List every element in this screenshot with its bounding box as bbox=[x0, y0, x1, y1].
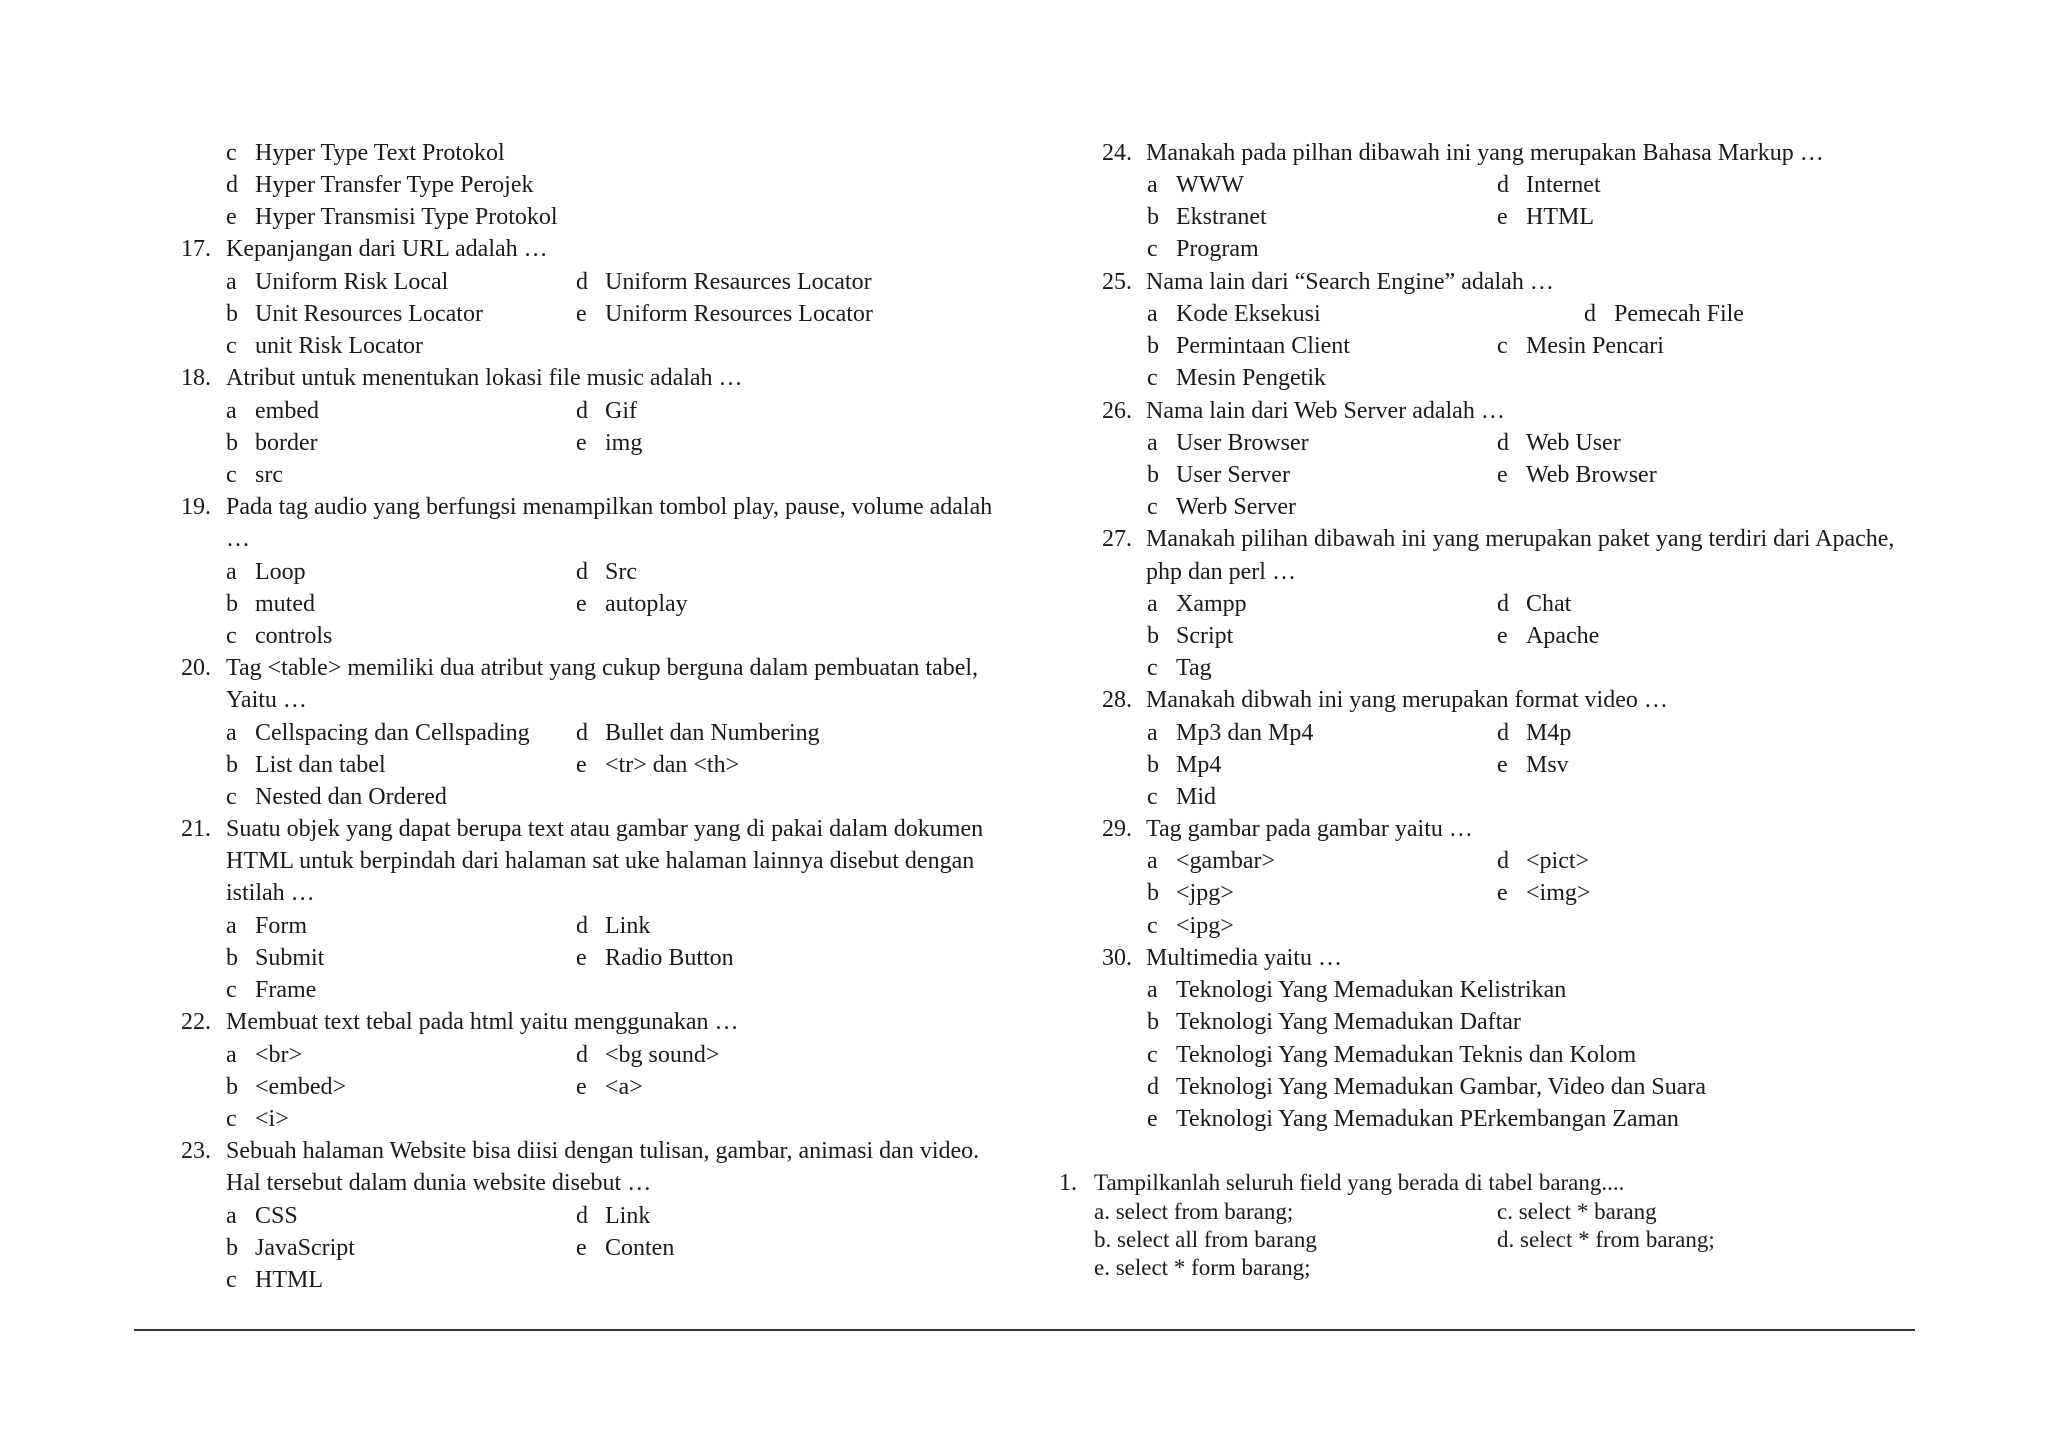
question-text: Membuat text tebal pada html yaitu menggunakan … bbox=[226, 1009, 739, 1035]
option-letter: e bbox=[576, 430, 587, 456]
option-text: Src bbox=[605, 559, 637, 585]
option-letter: b bbox=[1147, 204, 1159, 230]
option-letter: d bbox=[576, 913, 588, 939]
option-text: Teknologi Yang Memadukan Teknis dan Kolom bbox=[1176, 1042, 1637, 1068]
option-text: <br> bbox=[255, 1042, 303, 1068]
option-text: <jpg> bbox=[1176, 880, 1234, 906]
option-text: Form bbox=[255, 913, 308, 939]
question-text: Hal tersebut dalam dunia website disebut … bbox=[226, 1170, 652, 1196]
option-letter: c bbox=[226, 462, 237, 488]
option-letter: a bbox=[1147, 848, 1158, 874]
option-letter: b bbox=[1147, 462, 1159, 488]
question-text: … bbox=[226, 526, 250, 552]
question-number: 30. bbox=[1102, 945, 1132, 971]
option-letter: b bbox=[1147, 752, 1159, 778]
question-number: 29. bbox=[1102, 816, 1132, 842]
option-text: Ekstranet bbox=[1176, 204, 1267, 230]
option-text: <i> bbox=[255, 1106, 289, 1132]
option-letter: a bbox=[1147, 720, 1158, 746]
option-text: Mid bbox=[1176, 784, 1217, 810]
option-letter: e bbox=[576, 591, 587, 617]
option-text: JavaScript bbox=[255, 1235, 355, 1261]
option-text: Teknologi Yang Memadukan Daftar bbox=[1176, 1009, 1521, 1035]
option-text: <pict> bbox=[1526, 848, 1590, 874]
question-number: 22. bbox=[181, 1009, 211, 1035]
question-number: 26. bbox=[1102, 398, 1132, 424]
option-letter: b bbox=[226, 591, 238, 617]
option-text: Apache bbox=[1526, 623, 1600, 649]
option-text: Teknologi Yang Memadukan Kelistrikan bbox=[1176, 977, 1567, 1003]
option-letter: a bbox=[226, 1042, 237, 1068]
option-text: Nested dan Ordered bbox=[255, 784, 447, 810]
option-letter: b bbox=[226, 430, 238, 456]
option-letter: b bbox=[226, 1235, 238, 1261]
option-letter: e bbox=[1497, 880, 1508, 906]
option-letter: e bbox=[576, 752, 587, 778]
option-letter: c bbox=[226, 623, 237, 649]
question-number: 25. bbox=[1102, 269, 1132, 295]
option-letter: d bbox=[576, 1203, 588, 1229]
option-letter: d bbox=[576, 559, 588, 585]
question-text: Sebuah halaman Website bisa diisi dengan tulisan, gambar, animasi dan video. bbox=[226, 1138, 980, 1164]
option-letter: c bbox=[1147, 655, 1158, 681]
option-text: <tr> dan <th> bbox=[605, 752, 740, 778]
question-number: 21. bbox=[181, 816, 211, 842]
option-letter: b bbox=[226, 945, 238, 971]
option-letter: e bbox=[1497, 623, 1508, 649]
option-text: HTML bbox=[1526, 204, 1594, 230]
option-text: Link bbox=[605, 913, 651, 939]
option-letter: d bbox=[1147, 1074, 1159, 1100]
question-text: HTML untuk berpindah dari halaman sat uke halaman lainnya disebut dengan bbox=[226, 848, 975, 874]
question-text: Atribut untuk menentukan lokasi file music adalah … bbox=[226, 365, 743, 391]
option-letter: d bbox=[576, 720, 588, 746]
option-text: Pemecah File bbox=[1614, 301, 1744, 327]
question-text: Tag <table> memiliki dua atribut yang cukup berguna dalam pembuatan tabel, bbox=[226, 655, 979, 681]
option-text: Bullet dan Numbering bbox=[605, 720, 820, 746]
option-letter: c bbox=[1497, 333, 1508, 359]
option-letter: b bbox=[226, 752, 238, 778]
option-letter: d bbox=[576, 269, 588, 295]
option-text: img bbox=[605, 430, 643, 456]
question-number: 24. bbox=[1102, 140, 1132, 166]
option-text: Chat bbox=[1526, 591, 1572, 617]
option-text: Uniform Resaurces Locator bbox=[605, 269, 872, 295]
option-text: Submit bbox=[255, 945, 325, 971]
option-letter: e bbox=[576, 1074, 587, 1100]
option-letter: d bbox=[1584, 301, 1596, 327]
option-text: Internet bbox=[1526, 172, 1601, 198]
option-text: List dan tabel bbox=[255, 752, 386, 778]
option-letter: a bbox=[1147, 172, 1158, 198]
question-text: Suatu objek yang dapat berupa text atau gambar yang di pakai dalam dokumen bbox=[226, 816, 984, 842]
question-number: 18. bbox=[181, 365, 211, 391]
option-letter: e bbox=[1497, 204, 1508, 230]
option-text: Werb Server bbox=[1176, 494, 1297, 520]
question-text: Nama lain dari Web Server adalah … bbox=[1146, 398, 1505, 424]
option-text: Kode Eksekusi bbox=[1176, 301, 1321, 327]
option-text: Mp4 bbox=[1176, 752, 1222, 778]
option-letter: e bbox=[1497, 752, 1508, 778]
option-text: <img> bbox=[1526, 880, 1591, 906]
option-letter: b bbox=[1147, 333, 1159, 359]
option-text: <bg sound> bbox=[605, 1042, 720, 1068]
option-letter: e bbox=[226, 204, 237, 230]
option-text: Radio Button bbox=[605, 945, 734, 971]
option-letter: d bbox=[1497, 848, 1509, 874]
option-text: WWW bbox=[1176, 172, 1244, 198]
option-text: Gif bbox=[605, 398, 637, 424]
option-letter: a bbox=[226, 559, 237, 585]
option-text: CSS bbox=[255, 1203, 298, 1229]
option-text: Hyper Transmisi Type Protokol bbox=[255, 204, 558, 230]
option-letter: b bbox=[226, 1074, 238, 1100]
option-text: User Browser bbox=[1176, 430, 1309, 456]
option-letter: b bbox=[226, 301, 238, 327]
question-number: 1. bbox=[1059, 1170, 1077, 1196]
option-text: Msv bbox=[1526, 752, 1569, 778]
option-text: Xampp bbox=[1176, 591, 1247, 617]
option-text: e. select * form barang; bbox=[1094, 1255, 1311, 1280]
option-letter: a bbox=[226, 1203, 237, 1229]
question-text: Yaitu … bbox=[226, 687, 307, 713]
question-text: php dan perl … bbox=[1146, 559, 1296, 585]
question-number: 23. bbox=[181, 1138, 211, 1164]
option-letter: d bbox=[576, 398, 588, 424]
option-text: Web User bbox=[1526, 430, 1621, 456]
option-text: Mesin Pencari bbox=[1526, 333, 1664, 359]
option-text: c. select * barang bbox=[1497, 1199, 1657, 1224]
question-number: 28. bbox=[1102, 687, 1132, 713]
option-letter: d bbox=[1497, 172, 1509, 198]
option-text: muted bbox=[255, 591, 315, 617]
option-text: <embed> bbox=[255, 1074, 347, 1100]
option-text: HTML bbox=[255, 1267, 323, 1293]
option-letter: b bbox=[1147, 1009, 1159, 1035]
question-number: 17. bbox=[181, 236, 211, 262]
option-letter: a bbox=[1147, 591, 1158, 617]
option-letter: a bbox=[1147, 430, 1158, 456]
option-text: Permintaan Client bbox=[1176, 333, 1350, 359]
question-text: Manakah pada pilhan dibawah ini yang merupakan Bahasa Markup … bbox=[1146, 140, 1824, 166]
option-text: unit Risk Locator bbox=[255, 333, 423, 359]
option-text: Conten bbox=[605, 1235, 675, 1261]
option-letter: d bbox=[226, 172, 238, 198]
option-letter: c bbox=[1147, 494, 1158, 520]
option-text: Uniform Resources Locator bbox=[605, 301, 873, 327]
question-text: Multimedia yaitu … bbox=[1146, 945, 1342, 971]
option-letter: a bbox=[226, 398, 237, 424]
option-letter: e bbox=[1497, 462, 1508, 488]
option-text: User Server bbox=[1176, 462, 1290, 488]
option-text: autoplay bbox=[605, 591, 688, 617]
option-text: b. select all from barang bbox=[1094, 1227, 1317, 1252]
option-letter: c bbox=[1147, 236, 1158, 262]
option-letter: a bbox=[226, 720, 237, 746]
option-text: Unit Resources Locator bbox=[255, 301, 483, 327]
option-letter: c bbox=[226, 140, 237, 166]
option-text: Script bbox=[1176, 623, 1234, 649]
option-letter: d bbox=[1497, 720, 1509, 746]
option-letter: e bbox=[576, 301, 587, 327]
option-letter: c bbox=[226, 1106, 237, 1132]
option-text: Cellspacing dan Cellspading bbox=[255, 720, 530, 746]
option-text: controls bbox=[255, 623, 333, 649]
question-number: 27. bbox=[1102, 526, 1132, 552]
option-text: Teknologi Yang Memadukan PErkembangan Zaman bbox=[1176, 1106, 1679, 1132]
option-letter: c bbox=[1147, 913, 1158, 939]
question-text: Tampilkanlah seluruh field yang berada di tabel barang.... bbox=[1094, 1170, 1625, 1195]
option-text: Program bbox=[1176, 236, 1259, 262]
option-text: Link bbox=[605, 1203, 651, 1229]
option-letter: c bbox=[226, 333, 237, 359]
option-letter: a bbox=[226, 269, 237, 295]
option-text: embed bbox=[255, 398, 319, 424]
option-text: Frame bbox=[255, 977, 317, 1003]
option-text: Teknologi Yang Memadukan Gambar, Video dan Suara bbox=[1176, 1074, 1707, 1100]
option-text: Uniform Risk Local bbox=[255, 269, 449, 295]
option-letter: e bbox=[576, 1235, 587, 1261]
option-letter: c bbox=[1147, 1042, 1158, 1068]
option-letter: b bbox=[1147, 880, 1159, 906]
option-text: Loop bbox=[255, 559, 306, 585]
option-text: <a> bbox=[605, 1074, 643, 1100]
option-text: <gambar> bbox=[1176, 848, 1276, 874]
option-text: Mesin Pengetik bbox=[1176, 365, 1326, 391]
question-number: 20. bbox=[181, 655, 211, 681]
option-letter: d bbox=[576, 1042, 588, 1068]
option-letter: a bbox=[1147, 301, 1158, 327]
page-divider bbox=[134, 1329, 1915, 1331]
option-text: Web Browser bbox=[1526, 462, 1657, 488]
option-letter: b bbox=[1147, 623, 1159, 649]
option-text: M4p bbox=[1526, 720, 1572, 746]
option-text: Hyper Transfer Type Perojek bbox=[255, 172, 534, 198]
option-text: Hyper Type Text Protokol bbox=[255, 140, 505, 166]
option-text: <ipg> bbox=[1176, 913, 1234, 939]
question-text: Manakah pilihan dibawah ini yang merupakan paket yang terdiri dari Apache, bbox=[1146, 526, 1895, 552]
question-text: Pada tag audio yang berfungsi menampilkan tombol play, pause, volume adalah bbox=[226, 494, 993, 520]
question-text: Manakah dibwah ini yang merupakan format video … bbox=[1146, 687, 1668, 713]
question-number: 19. bbox=[181, 494, 211, 520]
option-text: Tag bbox=[1176, 655, 1212, 681]
question-text: Nama lain dari “Search Engine” adalah … bbox=[1146, 269, 1554, 295]
option-letter: d bbox=[1497, 591, 1509, 617]
option-letter: a bbox=[1147, 977, 1158, 1003]
option-text: a. select from barang; bbox=[1094, 1199, 1294, 1224]
option-letter: e bbox=[576, 945, 587, 971]
option-letter: c bbox=[226, 1267, 237, 1293]
option-letter: c bbox=[1147, 365, 1158, 391]
option-text: d. select * from barang; bbox=[1497, 1227, 1715, 1252]
option-text: border bbox=[255, 430, 318, 456]
option-text: Mp3 dan Mp4 bbox=[1176, 720, 1314, 746]
option-letter: a bbox=[226, 913, 237, 939]
option-letter: c bbox=[226, 977, 237, 1003]
question-text: Tag gambar pada gambar yaitu … bbox=[1146, 816, 1473, 842]
option-letter: c bbox=[226, 784, 237, 810]
option-text: src bbox=[255, 462, 283, 488]
question-text: Kepanjangan dari URL adalah … bbox=[226, 236, 548, 262]
option-letter: d bbox=[1497, 430, 1509, 456]
option-letter: e bbox=[1147, 1106, 1158, 1132]
option-letter: c bbox=[1147, 784, 1158, 810]
question-text: istilah … bbox=[226, 880, 315, 906]
